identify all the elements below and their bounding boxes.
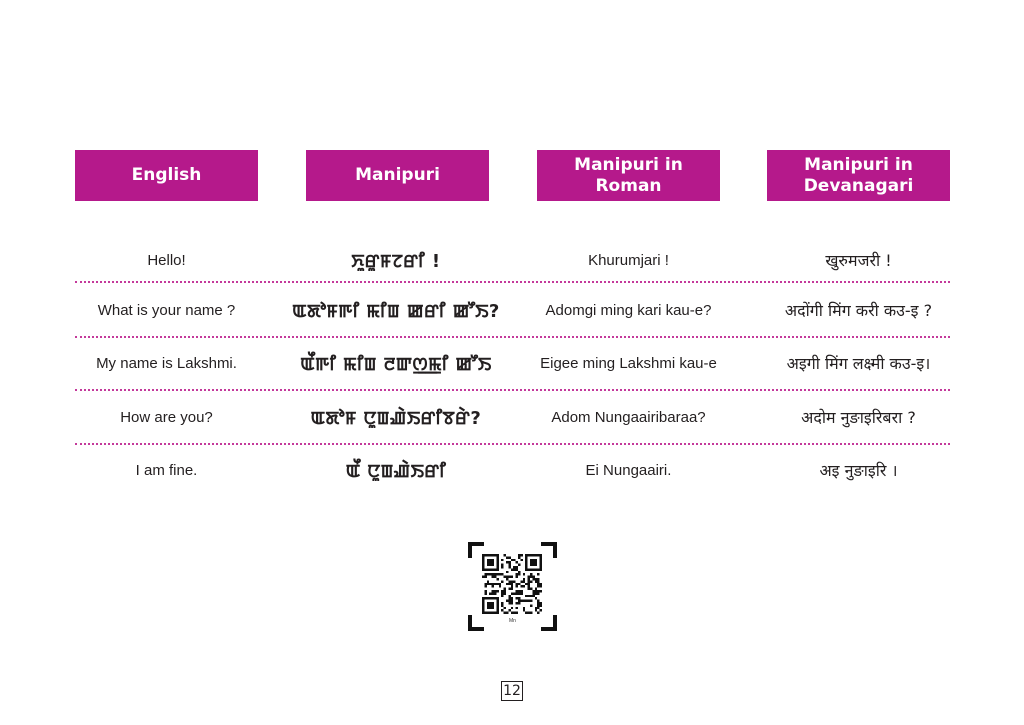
manipuri-cell: ꯑꯗꯣꯝꯒꯤ ꯃꯤꯡ ꯀꯔꯤ ꯀꯧꯏ? [292,300,500,322]
qr-tag-text: Mn [509,618,516,624]
table-row [75,341,950,385]
devanagari-cell: अदोम नुङाइरिबरा ? [801,408,916,427]
devanagari-cell: अदोंगी मिंग करी कउ-इ ? [784,301,933,320]
english-cell: I am fine. [135,461,198,479]
header-manipuri: Manipuri [306,150,489,201]
header-english: English [75,150,258,201]
row-divider [75,443,950,445]
english-cell: What is your name ? [97,301,236,319]
qr-code[interactable] [468,542,557,631]
roman-cell: Adomgi ming kari kau-e? [545,301,712,319]
manipuri-cell: ꯑꯗꯣꯝ ꯅꯨꯡꯉꯥꯏꯔꯤꯕꯔꯥ? [310,407,482,429]
roman-cell: Khurumjari ! [588,251,669,269]
table-row [75,238,950,282]
qr-code-pattern [482,554,542,614]
english-cell: Hello! [147,251,186,269]
header-manipuri-devanagari: Manipuri in Devanagari [767,150,950,201]
roman-cell: Eigee ming Lakshmi kau-e [540,354,717,372]
row-divider [75,281,950,283]
table-row [75,448,950,492]
manipuri-cell: ꯑꯩ ꯅꯨꯡꯉꯥꯏꯔꯤ [345,460,447,482]
devanagari-cell: अइगी मिंग लक्ष्मी कउ-इ। [786,354,931,373]
row-divider [75,336,950,338]
roman-cell: Ei Nungaairi. [585,461,672,479]
row-divider [75,389,950,391]
qr-frame-corner [541,542,557,558]
header-manipuri-roman: Manipuri in Roman [537,150,720,201]
page-number: 12 [501,681,523,701]
english-cell: How are you? [120,408,213,426]
devanagari-cell: खुरुमजरी ! [825,251,892,270]
manipuri-cell: ꯈꯨꯔꯨꯝꯖꯔꯤ ! [351,250,441,272]
devanagari-cell: अइ नुङाइरि । [819,461,898,480]
roman-cell: Adom Nungaairibaraa? [551,408,706,426]
table-row [75,395,950,439]
english-cell: My name is Lakshmi. [96,354,237,372]
table-row [75,288,950,332]
manipuri-cell: ꯑꯩꯒꯤ ꯃꯤꯡ ꯂꯛꯁ꯭ꯃꯤ ꯀꯧꯏ [300,353,492,375]
